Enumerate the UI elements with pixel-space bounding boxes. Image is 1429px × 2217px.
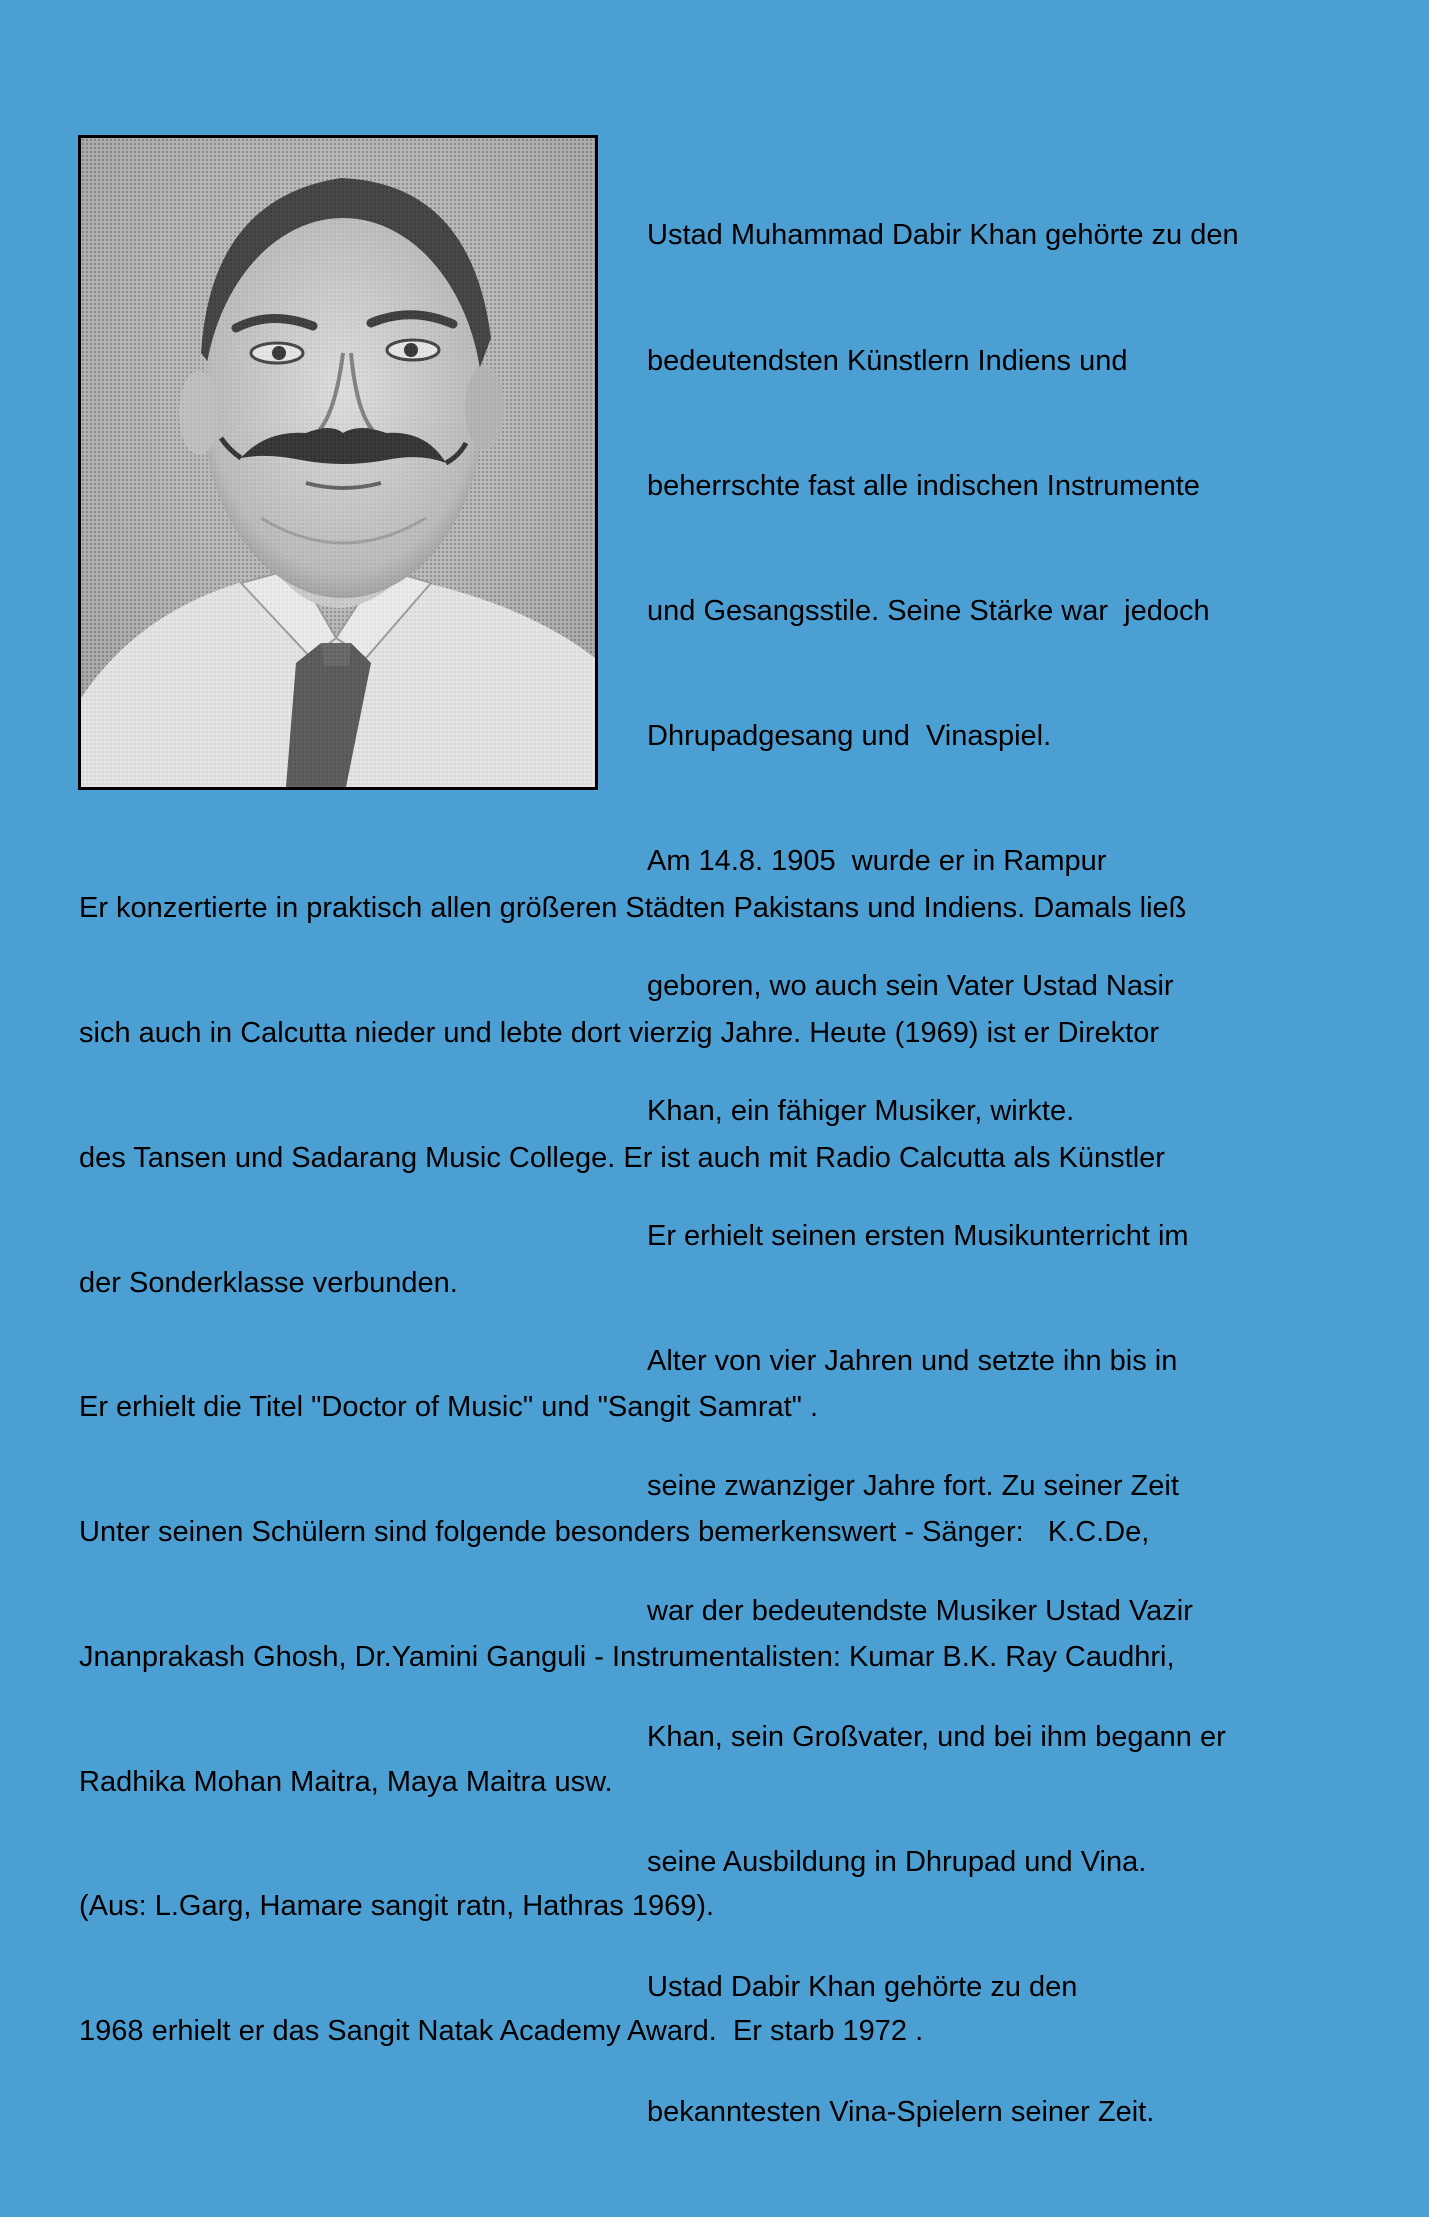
text-line: sich auch in Calcutta nieder und lebte dort vierzig Jahre. Heute (1969) ist er Direktor	[79, 1016, 1159, 1049]
text-line: seine Ausbildung in Dhrupad und Vina.	[647, 1845, 1147, 1878]
portrait-photo	[78, 135, 598, 790]
text-line: Radhika Mohan Maitra, Maya Maitra usw.	[79, 1765, 613, 1798]
text-line: und Gesangsstile. Seine Stärke war jedoch	[647, 594, 1210, 627]
text-line: Am 14.8. 1905 wurde er in Rampur	[647, 844, 1107, 877]
text-line: Er konzertierte in praktisch allen größeren Städten Pakistans und Indiens. Damals ließ	[79, 892, 1187, 925]
text-line: war der bedeutendste Musiker Ustad Vazir	[647, 1595, 1193, 1628]
text-line: 1968 erhielt er das Sangit Natak Academy Award. Er starb 1972 .	[79, 2015, 924, 2048]
text-line: Khan, ein fähiger Musiker, wirkte.	[647, 1095, 1075, 1128]
text-line: bedeutendsten Künstlern Indiens und	[647, 344, 1128, 377]
text-line: Jnanprakash Ghosh, Dr.Yamini Ganguli - Instrumentalisten: Kumar B.K. Ray Caudhri,	[79, 1640, 1175, 1673]
text-line: Ustad Dabir Khan gehörte zu den	[647, 1970, 1078, 2003]
bottom-text-block	[79, 805, 1409, 2136]
text-line: Dhrupadgesang und Vinaspiel.	[647, 719, 1052, 752]
text-line: seine zwanziger Jahre fort. Zu seiner Zeit	[647, 1470, 1179, 1503]
text-line: Unter seinen Schülern sind folgende besonders bemerkenswert - Sänger: K.C.De,	[79, 1516, 1150, 1549]
portrait-photo-icon	[81, 138, 595, 787]
text-line: (Aus: L.Garg, Hamare sangit ratn, Hathras 1969).	[79, 1890, 715, 1923]
text-line: Khan, sein Großvater, und bei ihm begann er	[647, 1720, 1226, 1753]
text-line: geboren, wo auch sein Vater Ustad Nasir	[647, 969, 1174, 1002]
text-line: der Sonderklasse verbunden.	[79, 1266, 458, 1299]
text-line: Er erhielt seinen ersten Musikunterricht im	[647, 1220, 1189, 1253]
text-line: des Tansen und Sadarang Music College. Er ist auch mit Radio Calcutta als Künstler	[79, 1141, 1165, 1174]
text-line: beherrschte fast alle indischen Instrumente	[647, 469, 1200, 502]
text-line: Alter von vier Jahren und setzte ihn bis in	[647, 1345, 1178, 1378]
text-line: Er erhielt die Titel "Doctor of Music" und "Sangit Samrat" .	[79, 1391, 819, 1424]
text-line: bekanntesten Vina-Spielern seiner Zeit.	[647, 2095, 1155, 2128]
text-line: Ustad Muhammad Dabir Khan gehörte zu den	[647, 219, 1239, 252]
